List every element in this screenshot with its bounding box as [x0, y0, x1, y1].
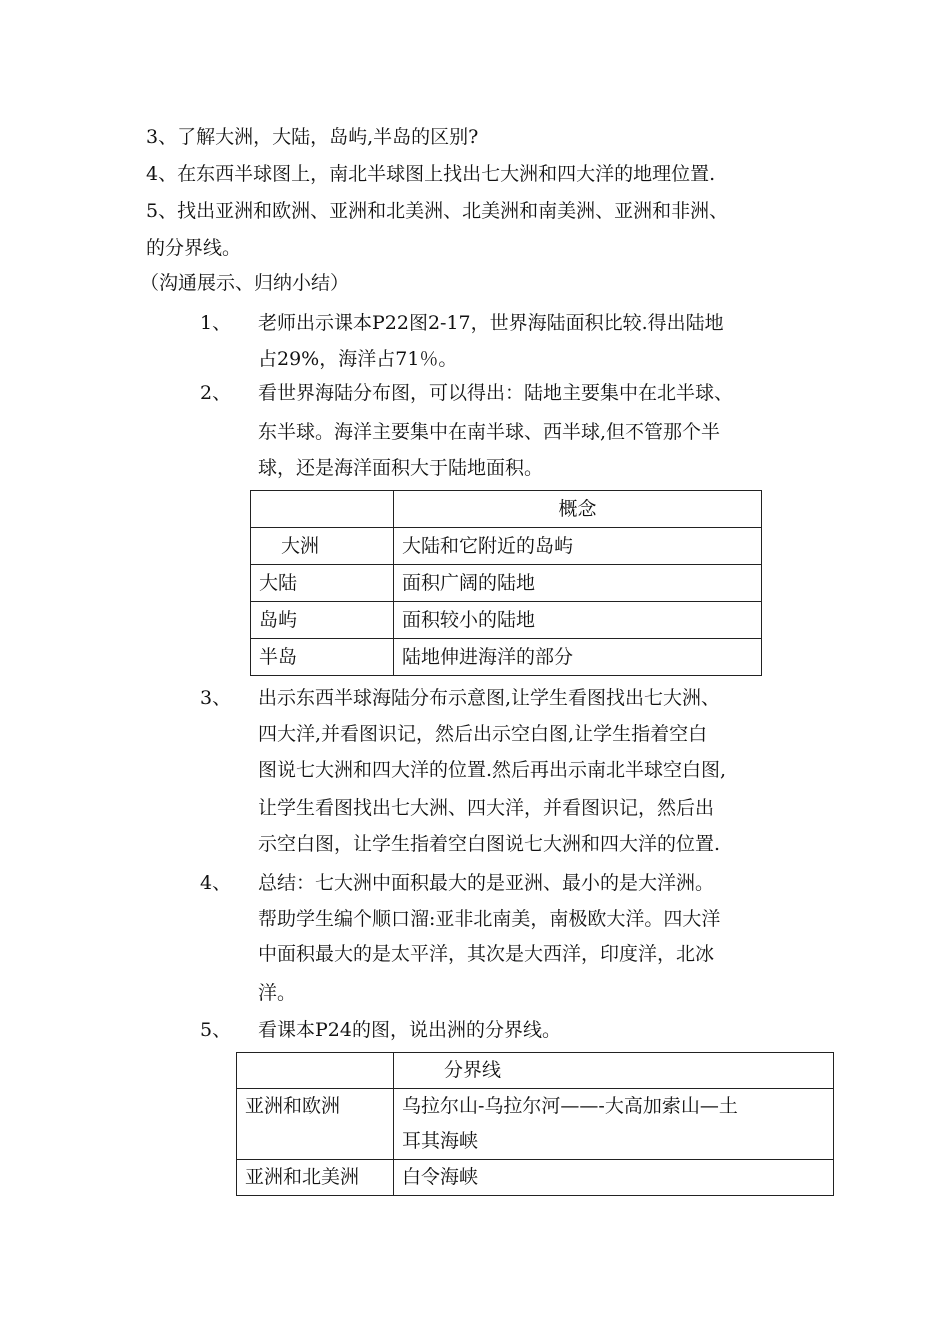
table-header-cell [251, 491, 394, 528]
table-cell: 亚洲和欧洲 [237, 1089, 394, 1160]
point-number: 5、 [200, 1019, 232, 1041]
point-line: 洋。 [258, 982, 297, 1004]
section-heading: （沟通展示、归纳小结） [140, 272, 350, 294]
point-line: 帮助学生编个顺口溜:亚非北南美，南极欧大洋。四大洋 [258, 908, 721, 930]
point-line: 出示东西半球海陆分布示意图,让学生看图找出七大洲、 [258, 687, 721, 709]
table-row [237, 1089, 834, 1160]
table-header-cell: 概念 [394, 491, 762, 528]
table-header-row [237, 1053, 834, 1089]
table-cell: 大陆和它附近的岛屿 [394, 528, 762, 565]
table-header-row [251, 491, 762, 528]
boundary-table [236, 1052, 834, 1196]
table-cell-line: 乌拉尔山-乌拉尔河——-大高加索山—土 [402, 1095, 738, 1117]
table-cell-line: 耳其海峡 [402, 1130, 479, 1152]
table-cell: 亚洲和北美洲 [237, 1160, 394, 1196]
intro-line: 4、在东西半球图上，南北半球图上找出七大洲和四大洋的地理位置. [146, 163, 716, 185]
table-cell: 大陆 [251, 565, 394, 602]
table-row [251, 565, 762, 602]
table-cell: 面积广阔的陆地 [394, 565, 762, 602]
point-number: 2、 [200, 382, 232, 404]
table-cell: 面积较小的陆地 [394, 602, 762, 639]
point-line: 让学生看图找出七大洲、四大洋，并看图识记，然后出 [258, 797, 715, 819]
point-number: 4、 [200, 872, 232, 894]
point-line: 图说七大洲和四大洋的位置.然后再出示南北半球空白图, [258, 759, 727, 781]
table-cell: 半岛 [251, 639, 394, 676]
point-line: 看课本P24的图，说出洲的分界线。 [258, 1019, 561, 1041]
point-number: 1、 [200, 312, 232, 334]
table-row [251, 528, 762, 565]
table-cell: 大洲 [251, 528, 394, 565]
point-line: 东半球。海洋主要集中在南半球、西半球,但不管那个半 [258, 421, 721, 443]
table-row [251, 602, 762, 639]
intro-line: 5、找出亚洲和欧洲、亚洲和北美洲、北美洲和南美洲、亚洲和非洲、 [146, 200, 729, 222]
intro-line: 3、了解大洲，大陆，岛屿,半岛的区别? [146, 126, 479, 148]
table-cell: 岛屿 [251, 602, 394, 639]
table-row [251, 639, 762, 676]
point-line: 四大洋,并看图识记，然后出示空白图,让学生指着空白 [258, 723, 708, 745]
table-cell: 白令海峡 [394, 1160, 834, 1196]
intro-line: 的分界线。 [146, 237, 242, 259]
concept-table [250, 490, 762, 676]
point-line: 老师出示课本P22图2-17，世界海陆面积比较.得出陆地 [258, 312, 724, 334]
point-number: 3、 [200, 687, 232, 709]
point-line: 中面积最大的是太平洋，其次是大西洋，印度洋，北冰 [258, 943, 715, 965]
table-header-cell [237, 1053, 394, 1089]
point-line: 球，还是海洋面积大于陆地面积。 [258, 457, 544, 479]
table-cell: 陆地伸进海洋的部分 [394, 639, 762, 676]
table-row [237, 1160, 834, 1196]
point-line: 看世界海陆分布图，可以得出：陆地主要集中在北半球、 [258, 382, 734, 404]
table-header-cell: 分界线 [394, 1053, 834, 1089]
table-cell [394, 1089, 834, 1160]
point-line: 总结：七大洲中面积最大的是亚洲、最小的是大洋洲。 [258, 872, 715, 894]
point-line: 示空白图，让学生指着空白图说七大洲和四大洋的位置. [258, 833, 721, 855]
point-line: 占29%，海洋占71％。 [258, 348, 458, 370]
